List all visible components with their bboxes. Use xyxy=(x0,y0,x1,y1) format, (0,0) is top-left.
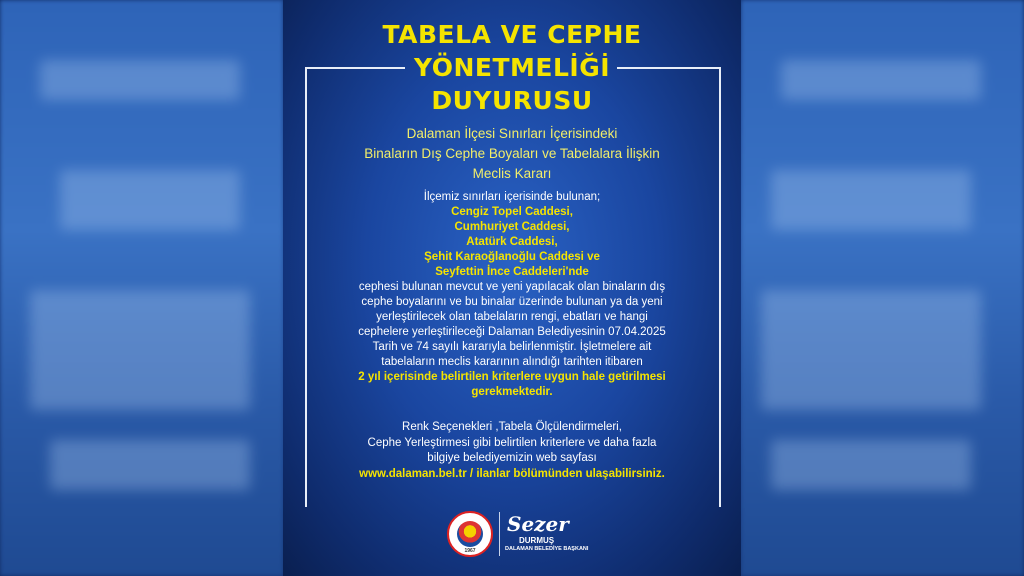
subtitle-line-1: Dalaman İlçesi Sınırları İçerisindeki xyxy=(406,126,618,141)
subtitle-line-2: Binaların Dış Cephe Boyaları ve Tabelalara İlişkin xyxy=(364,146,660,161)
blurred-background-left xyxy=(0,0,283,576)
paragraph-line: yerleştirilecek olan tabelaların rengi, ebatları ve hangi xyxy=(376,311,648,323)
street-item: Atatürk Caddesi, xyxy=(466,236,558,248)
announcement-body xyxy=(313,190,711,400)
footer-line: bilgiye belediyemizin web sayfası xyxy=(427,452,597,464)
frame-right xyxy=(719,67,721,507)
footer-info xyxy=(313,420,711,482)
footer-line: Renk Seçenekleri ,Tabela Ölçülendirmeleri, xyxy=(402,421,622,433)
mayor-title: DALAMAN BELEDİYE BAŞKANI xyxy=(505,546,589,552)
logo-emblem-icon xyxy=(457,521,483,547)
title-line-2: YÖNETMELİĞİ xyxy=(413,53,611,82)
intro-text: İlçemiz sınırları içerisinde bulunan; xyxy=(423,191,601,203)
paragraph-line: Tarih ve 74 sayılı kararıyla belirlenmiştir. İşletmelere ait xyxy=(372,341,652,353)
frame-left xyxy=(305,67,307,507)
paragraph-line: tabelaların meclis kararının alındığı tarihten itibaren xyxy=(381,356,643,368)
logo-divider xyxy=(499,512,500,556)
title-line-3: DUYURUSU xyxy=(431,86,593,115)
subtitle-line-3: Meclis Kararı xyxy=(472,166,552,181)
title-line-1: TABELA VE CEPHE xyxy=(382,20,642,49)
street-item: Cumhuriyet Caddesi, xyxy=(454,221,570,233)
paragraph-line: cephesi bulunan mevcut ve yeni yapılacak olan binaların dış xyxy=(358,281,666,293)
signature-script: Sezer xyxy=(507,512,569,536)
logo-year: 1967 xyxy=(464,548,476,554)
footer-line: Cephe Yerleştirmesi gibi belirtilen kriterlere ve daha fazla xyxy=(367,436,657,449)
highlight-line: 2 yıl içerisinde belirtilen kriterlere uygun hale getirilmesi xyxy=(358,371,666,383)
street-item: Cengiz Topel Caddesi, xyxy=(451,206,573,218)
paragraph-line: cephelere yerleştirileceği Dalaman Belediyesinin 07.04.2025 xyxy=(358,326,666,338)
paragraph-line: cephe boyalarını ve bu binalar üzerinde bulunan ya da yeni xyxy=(361,296,663,308)
mayor-name: DURMUŞ xyxy=(519,536,555,545)
subtitle xyxy=(323,124,701,184)
street-item: Seyfettin İnce Caddeleri'nde xyxy=(435,266,589,278)
highlight-line: gerekmektedir. xyxy=(471,386,553,398)
announcement-poster xyxy=(283,0,741,576)
municipality-logo xyxy=(447,511,493,557)
street-item: Şehit Karaoğlanoğlu Caddesi ve xyxy=(424,251,600,263)
blurred-background-right xyxy=(741,0,1024,576)
website-link[interactable]: www.dalaman.bel.tr / ilanlar bölümünden ulaşabilirsiniz. xyxy=(359,467,665,480)
